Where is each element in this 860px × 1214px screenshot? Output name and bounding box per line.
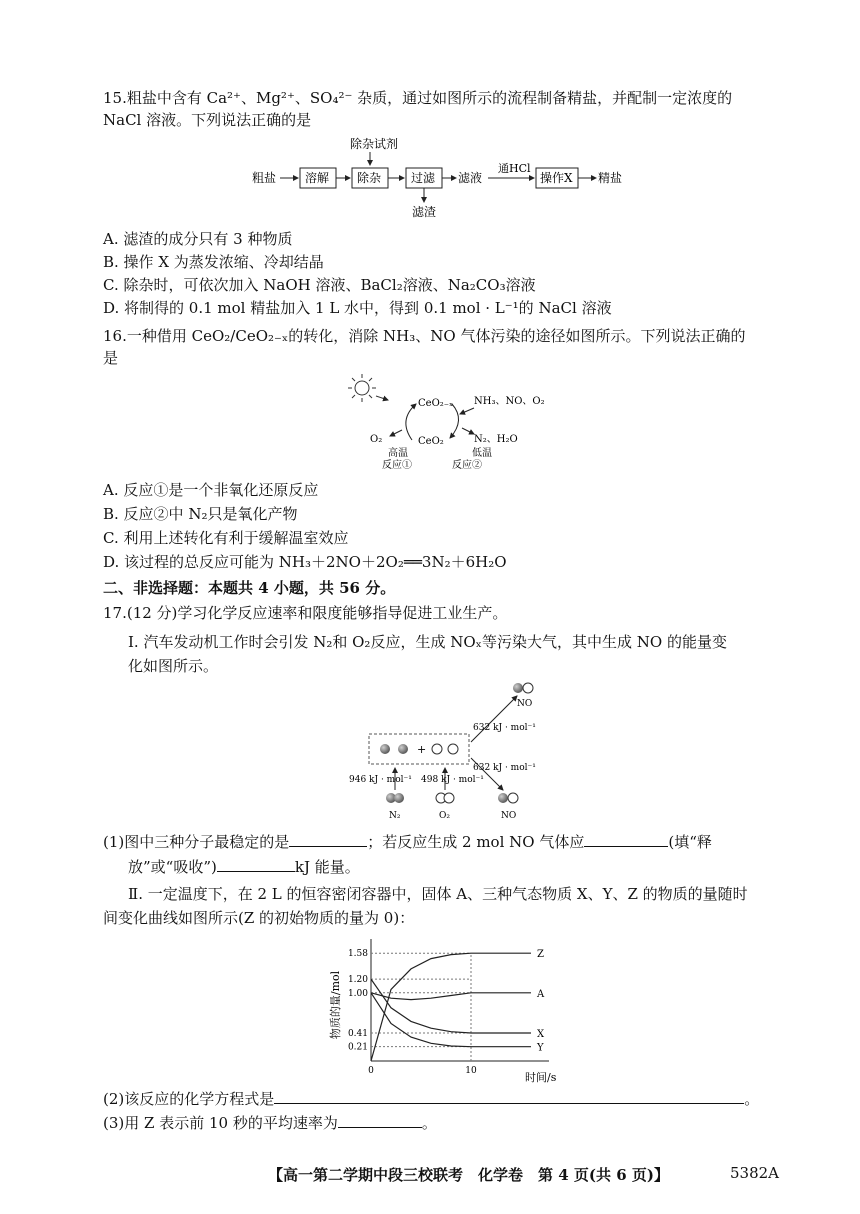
- q17-sub1-text5: kJ 能量。: [294, 858, 360, 876]
- q15-option-b: B. 操作 X 为蒸发浓缩、冷却结晶: [103, 253, 324, 271]
- q17-part1-line2: 化如图所示。: [128, 657, 219, 675]
- q15-flow-diagram: [250, 134, 650, 222]
- flow-box1: 溶解: [305, 171, 330, 185]
- section-two-heading: 二、非选择题：本题共 4 小题，共 56 分。: [103, 579, 396, 597]
- q17-part2-line1: Ⅱ. 一定温度下，在 2 L 的恒容密闭容器中，固体 A、三种气态物质 X、Y、Z 的物质的量随时: [128, 885, 748, 903]
- answer-blank-3[interactable]: [217, 856, 295, 872]
- q16-option-a: A. 反应①是一个非氧化还原反应: [103, 481, 319, 499]
- energy-no-bottom: NO: [501, 811, 517, 821]
- flow-start-label: 粗盐: [252, 171, 277, 185]
- q17-sub1-text4: 放”或“吸收”): [128, 858, 217, 876]
- page-footer: 【高一第二学期中段三校联考 化学卷 第 4 页(共 6 页)】: [268, 1166, 669, 1184]
- q17-sub3-end: 。: [421, 1114, 437, 1132]
- q17-sub3-text: (3)用 Z 表示前 10 秒的平均速率为: [103, 1114, 338, 1132]
- q15-stem-line1: 15.粗盐中含有 Ca²⁺、Mg²⁺、SO₄²⁻ 杂质，通过如图所示的流程制备精盐，并配制一定浓度的: [103, 89, 733, 107]
- series-label-Z: Z: [537, 949, 544, 961]
- y-tick-label-4: 0.21: [347, 1042, 368, 1053]
- cycle-r1: 反应①: [382, 460, 412, 470]
- energy-498: 498 kJ · mol⁻¹: [421, 775, 484, 785]
- q17-part2-line2: 间变化曲线如图所示(Z 的初始物质的量为 0)：: [103, 909, 415, 927]
- series-line-A: [371, 993, 531, 1000]
- q17-sub1-text1: (1)图中三种分子最稳定的是: [103, 833, 290, 851]
- paper-code: 5382A: [730, 1164, 780, 1182]
- q17-stem: 17.(12 分)学习化学反应速率和限度能够指导促进工业生产。: [103, 604, 508, 622]
- energy-no-top: NO: [517, 699, 533, 709]
- flow-residue-label: 滤渣: [412, 205, 437, 219]
- series-line-X: [371, 979, 531, 1033]
- sun-icon: [348, 374, 388, 402]
- flow-hcl-label: 通HCl: [498, 162, 531, 175]
- answer-blank-4[interactable]: [274, 1088, 744, 1104]
- y-tick-label-1: 1.20: [347, 975, 368, 986]
- flow-box2: 除杂: [357, 171, 382, 185]
- q17-sub1-line1: [103, 831, 712, 853]
- answer-blank-2[interactable]: [584, 831, 668, 847]
- q15-option-c: C. 除杂时，可依次加入 NaOH 溶液、BaCl₂溶液、Na₂CO₃溶液: [103, 276, 536, 294]
- energy-632-top: 632 kJ · mol⁻¹: [473, 723, 536, 733]
- amount-time-chart: [325, 935, 575, 1085]
- cycle-low: 低温: [472, 448, 492, 459]
- q17-sub1-text3: (填“释: [668, 833, 712, 851]
- answer-blank-5[interactable]: [338, 1112, 422, 1128]
- q17-sub2-line: [103, 1088, 759, 1110]
- x-tick-label-0: 0: [368, 1066, 374, 1076]
- y-tick-label-0: 1.58: [347, 949, 368, 960]
- y-tick-label-3: 0.41: [347, 1029, 368, 1040]
- cycle-ceo2x: CeO₂₋ₓ: [418, 398, 454, 409]
- cycle-outputs: N₂、H₂O: [474, 434, 518, 445]
- series-label-A: A: [537, 988, 545, 1000]
- energy-n2: N₂: [389, 811, 401, 821]
- flow-reagent-label: 除杂试剂: [350, 137, 399, 151]
- q17-sub2-text: (2)该反应的化学方程式是: [103, 1090, 275, 1108]
- q15-stem-line2: NaCl 溶液。下列说法正确的是: [103, 111, 312, 129]
- q17-sub1-line2: [128, 856, 360, 878]
- series-label-X: X: [537, 1029, 545, 1041]
- cycle-o2: O₂: [370, 434, 383, 445]
- cycle-inputs: NH₃、NO、O₂: [474, 396, 545, 407]
- cycle-ceo2: CeO₂: [418, 436, 444, 447]
- x-tick-label-1: 10: [465, 1066, 477, 1076]
- answer-blank-1[interactable]: [289, 831, 367, 847]
- series-line-Z: [371, 953, 531, 1061]
- flow-end-label: 精盐: [598, 171, 623, 185]
- series-line-Y: [371, 993, 531, 1047]
- energy-o2: O₂: [439, 811, 450, 821]
- flow-filtrate-label: 滤液: [458, 171, 483, 185]
- q17-energy-diagram: [345, 678, 565, 824]
- q17-sub2-end: 。: [744, 1090, 760, 1108]
- q16-stem-line2: 是: [103, 349, 119, 367]
- q17-part1-line1: Ⅰ. 汽车发动机工作时会引发 N₂和 O₂反应，生成 NOₓ等污染大气，其中生成 NO 的能量变: [128, 633, 727, 651]
- series-label-Y: Y: [537, 1042, 544, 1054]
- flow-box4: 操作X: [540, 171, 573, 185]
- q16-option-c: C. 利用上述转化有利于缓解温室效应: [103, 529, 349, 547]
- q16-cycle-diagram: [340, 370, 560, 470]
- q16-option-d: D. 该过程的总反应可能为 NH₃＋2NO＋2O₂══3N₂＋6H₂O: [103, 553, 507, 571]
- cycle-r2: 反应②: [452, 460, 482, 470]
- energy-946: 946 kJ · mol⁻¹: [349, 775, 412, 785]
- y-tick-label-2: 1.00: [347, 988, 368, 999]
- q17-sub3-line: [103, 1112, 437, 1134]
- q16-stem-line1: 16.一种借用 CeO₂/CeO₂₋ₓ的转化，消除 NH₃、NO 气体污染的途径如图所示。下列说法正确的: [103, 327, 746, 345]
- energy-plus: +: [417, 743, 427, 756]
- cycle-high: 高温: [388, 448, 408, 459]
- q17-sub1-text2: ；若反应生成 2 mol NO 气体应: [367, 833, 585, 851]
- flow-box3: 过滤: [411, 171, 436, 185]
- chart-xlabel: 时间/s: [525, 1071, 557, 1084]
- q15-option-a: A. 滤渣的成分只有 3 种物质: [103, 230, 293, 248]
- q16-option-b: B. 反应②中 N₂只是氧化产物: [103, 505, 298, 523]
- q15-option-d: D. 将制得的 0.1 mol 精盐加入 1 L 水中，得到 0.1 mol · L⁻¹的 NaCl 溶液: [103, 299, 612, 317]
- energy-632-bottom: 632 kJ · mol⁻¹: [473, 763, 536, 773]
- chart-ylabel: 物质的量/mol: [329, 970, 342, 1040]
